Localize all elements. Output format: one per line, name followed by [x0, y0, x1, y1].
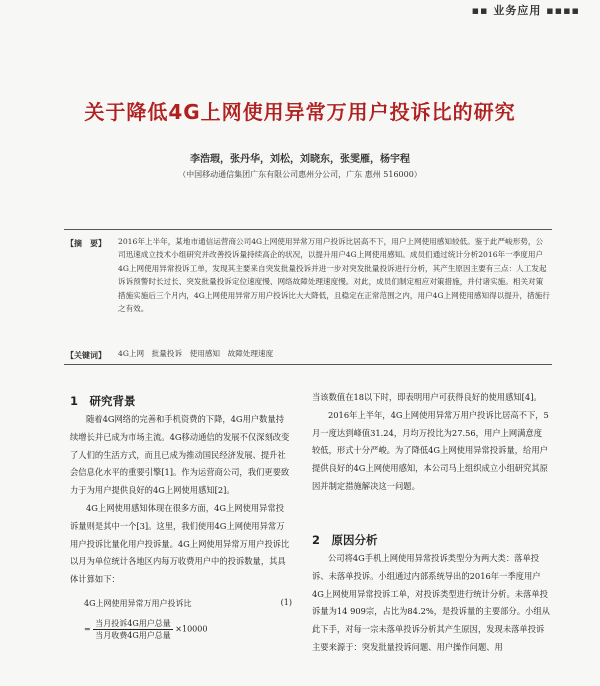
left-column-text	[70, 411, 292, 589]
journal-section-header	[472, 2, 580, 18]
paper-title: 关于降低4G上网使用异常万用户投诉比的研究	[84, 100, 516, 124]
paragraph: 2016年上半年，4G上网使用异常万用户投诉比居高不下，5月一度达到峰值31.24，月均万投比为27.56，用户上网满意度较低，形式十分严峻。为了降低4G上网使用异常投诉量，给用户提供良好的4G上网使用感知，本公司马上组织成立小组研究其原因并制定措施解决这一问题。	[312, 409, 549, 491]
paragraph: 随着4G网络的完善和手机资费的下降，4G用户数量持续增长并已成为市场主流。4G移动通信的发展不仅深刻改变了人们的生活方式，而且已成为推动国民经济发展、提升社会信息化水平的重要引擎[1]。作为运营商公司，我们更要致力于为用户提供良好的4G上网使用感知[2]。	[70, 414, 290, 496]
formula-lhs: 4G上网使用异常万用户投诉比	[84, 599, 192, 608]
abstract-top-rule	[64, 229, 552, 230]
abstract-bottom-rule	[64, 364, 552, 365]
header-marks-icon: ▪▪	[471, 4, 489, 17]
formula-multiplier: ×10000	[175, 624, 208, 634]
paragraph: 当该数值在18以下时，即表明用户可获得良好的使用感知[4]。	[312, 392, 542, 402]
formula-number: (1)	[280, 598, 292, 607]
section-2-title: 2 原因分析	[312, 533, 378, 547]
section-1-title: 1 研究背景	[70, 394, 136, 408]
keywords-label: 【关键词】	[66, 350, 106, 360]
keywords-text: 4G上网 批量投诉 使用感知 故障处理速度	[118, 349, 274, 358]
paper-affiliation: （中国移动通信集团广东有限公司惠州分公司，广东 惠州 516000）	[178, 170, 422, 179]
paragraph: 公司将4G手机上网使用异常投诉类型分为两大类：落单投诉、未落单投诉。小组通过内部系统导出的2016年一季度用户4G上网使用异常投诉工单，对投诉类型进行统计分析。未落单投诉量为14 909宗，占比为84.2%，是投诉量的主要部分。小组从此下手，对每一宗未落单投诉分析其产生原因，发现未落单投诉主要来源于：突发批量投诉问题、用户操作问题、用	[312, 553, 550, 652]
formula-fraction	[93, 618, 172, 641]
header-bars-icon: ▪▪▪▪	[546, 4, 580, 17]
formula-1: 4G上网使用异常万用户投诉比 (1) = $\frac{\text{当月投诉4G用户总量}}{\text{当月收费4G用户总量}}$ ×10000	[84, 598, 292, 640]
formula-numerator: 当月投诉4G用户总量	[95, 619, 171, 628]
abstract-text: 2016年上半年，某地市通信运营商公司4G上网使用异常万用户投诉比居高不下，用户上网使用感知较低。鉴于此严峻形势，公司迅速成立技术小组研究并改善投诉量持续高企的状况，以提升用户4G上网使用感知。成员们通过统计分析2016年一季度用户4G上网使用异常投诉工单，发现其主要来自突发批量投诉并进一步对突发批量投诉进行分析，其产生原因主要有三点：人工发起诉诉预警时长过长、突发批量投诉定位速度慢、网络故障处理速度慢。对此，成员们制定相应对策措施，并付诸实施。相关对策措施实施后三个月内，4G上网使用异常万用户投诉比大大降低，且稳定在正常范围之内，用户4G上网使用感知得以提升，措施行之有效。	[118, 237, 550, 314]
header-section-label: 业务应用	[493, 4, 542, 17]
paper-authors: 李浩瑕，张丹华，刘松，刘晓东，张雯雁，杨宇程	[190, 154, 410, 165]
right-column-bottom-text	[312, 550, 550, 657]
paragraph: 4G上网使用感知体现在很多方面，4G上网使用异常投诉量则是其中一个[3]。这里，我们使用4G上网使用异常万用户投诉比量化用户投诉量。4G上网使用异常万用户投诉比以月为单位统计各地区内每万收费用户中的投诉数量，其具体计算如下：	[70, 502, 290, 585]
abstract-label: 【摘 要】	[66, 238, 106, 248]
formula-denominator: 当月收费4G用户总量	[95, 631, 171, 640]
right-column-top-text	[312, 389, 550, 496]
